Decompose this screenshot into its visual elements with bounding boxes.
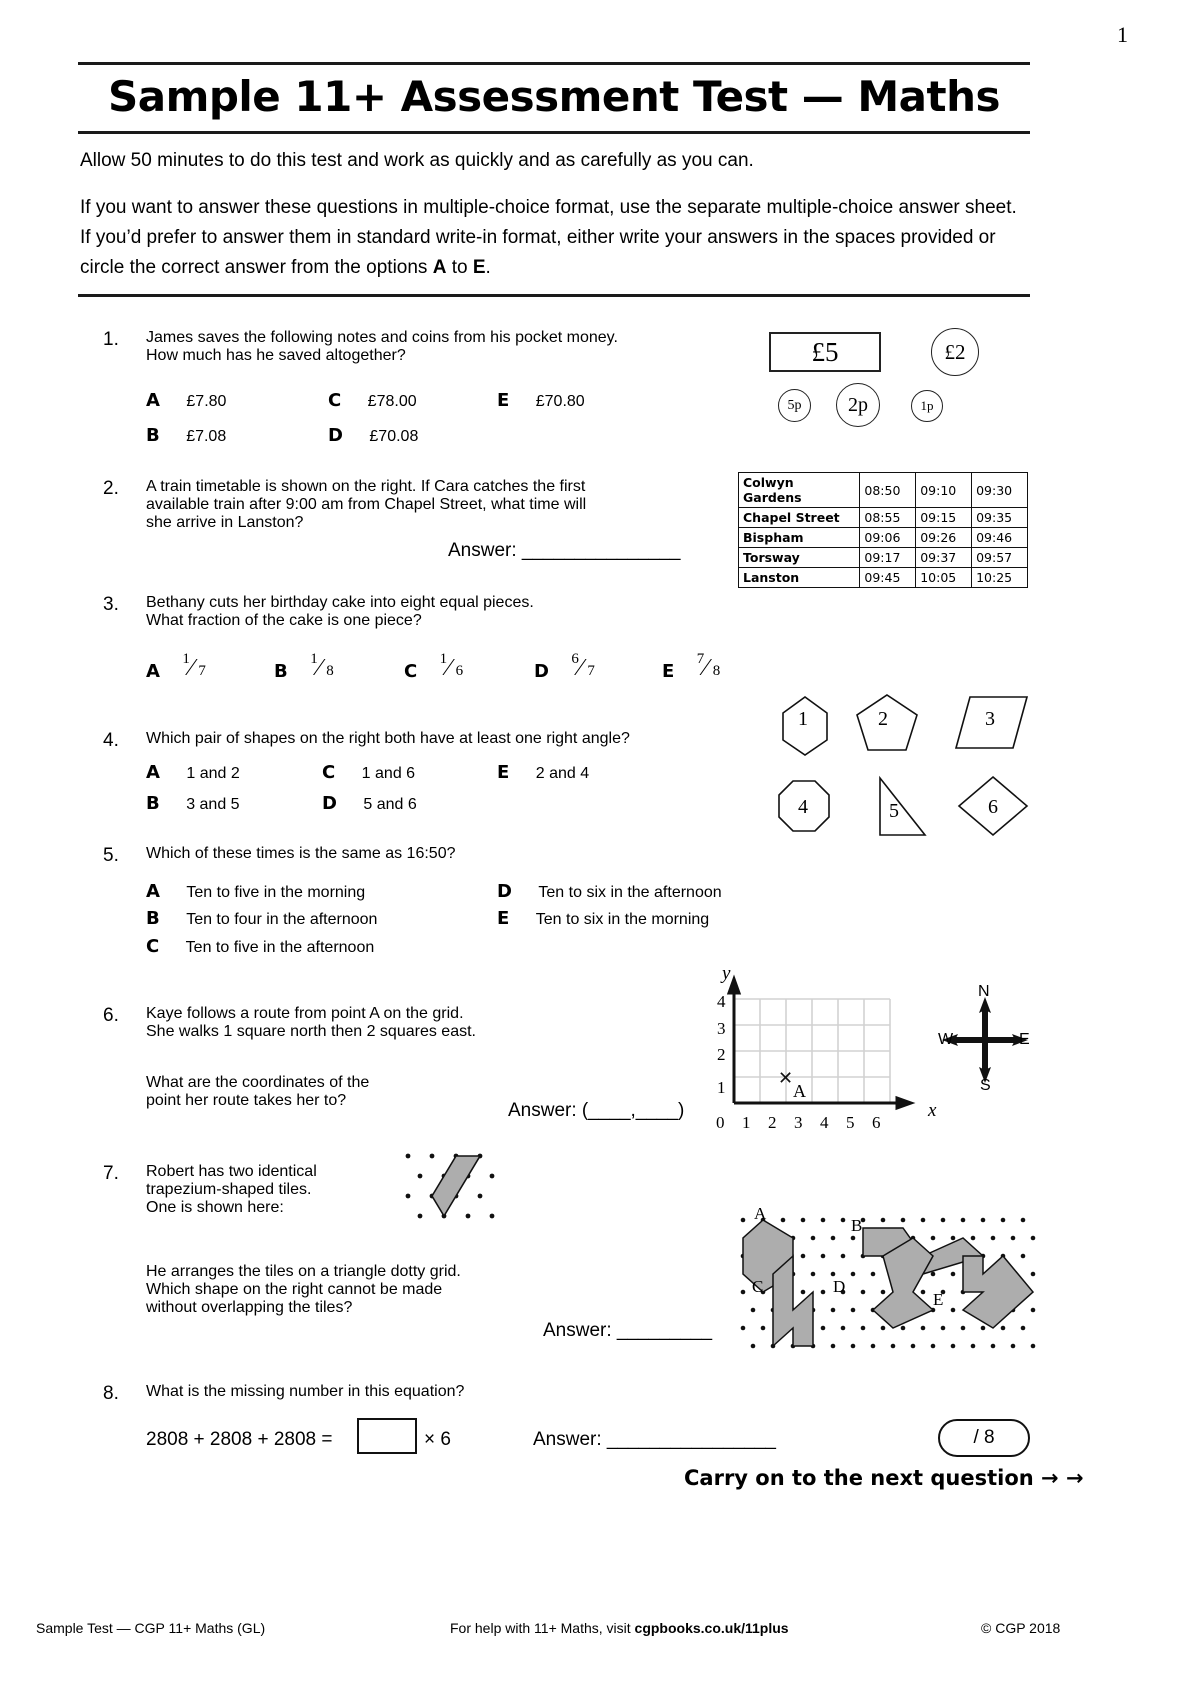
question-6-answer-line[interactable]: Answer: (____,____)	[508, 1100, 685, 1121]
option-letter: D	[328, 425, 343, 446]
question-6-line-2: She walks 1 square north then 2 squares east.	[146, 1023, 476, 1040]
x-tick-6: 6	[872, 1113, 881, 1132]
time-cell: 10:05	[916, 568, 972, 588]
question-3-option-d[interactable]	[534, 651, 599, 686]
intro-text-a: If you want to answer these questions in multiple-choice format, use the separate multiple-choice answer sheet. If you’d prefer to answer them in standard write-in format, either write your answers in the spaces provided or circle the correct answer from the options	[80, 197, 1017, 278]
header-rule-bottom	[78, 131, 1030, 134]
question-7-number: 7.	[103, 1163, 119, 1184]
fraction-denominator: 6	[455, 663, 464, 679]
option-text: Ten to four in the afternoon	[186, 911, 378, 928]
option-text: £70.08	[369, 428, 419, 445]
fraction-one-eighth	[308, 651, 338, 686]
option-text: £7.08	[186, 428, 227, 445]
station-name: Torsway	[739, 548, 860, 568]
time-cell: 09:10	[916, 473, 972, 508]
question-4-option-e[interactable]	[497, 762, 589, 783]
x-tick-2: 2	[768, 1113, 777, 1132]
train-timetable	[738, 472, 1028, 588]
fraction-numerator: 1	[182, 651, 190, 667]
table-row	[739, 528, 1028, 548]
question-4-option-d[interactable]	[322, 793, 417, 814]
shape-label-3: 3	[985, 708, 995, 730]
question-7-shape-options	[735, 1210, 1040, 1370]
option-letter: E	[497, 390, 510, 411]
question-7-line-6: without overlapping the tiles?	[146, 1299, 353, 1316]
time-cell: 09:35	[972, 508, 1028, 528]
answer-shape-label-a: A	[754, 1204, 767, 1223]
fraction-denominator: 7	[587, 663, 595, 679]
x-tick-5: 5	[846, 1113, 855, 1132]
fraction-one-seventh	[180, 651, 210, 686]
question-7-text-b	[146, 1263, 586, 1317]
question-7-sample-tile	[400, 1148, 500, 1236]
fraction-six-sevenths	[569, 651, 599, 686]
x-tick-4: 4	[820, 1113, 829, 1132]
question-2-line-2: available train after 9:00 am from Chapel Street, what time will	[146, 496, 587, 513]
time-cell: 09:45	[860, 568, 916, 588]
option-text: Ten to five in the morning	[186, 884, 366, 901]
y-tick-1: 1	[717, 1078, 726, 1097]
shape-label-4: 4	[798, 796, 808, 818]
question-4-option-c[interactable]	[322, 762, 415, 783]
footer-center-text: For help with 11+ Maths, visit	[450, 1620, 635, 1636]
footer-left: Sample Test — CGP 11+ Maths (GL)	[36, 1620, 266, 1636]
fraction-slash-icon: ⁄	[446, 655, 451, 681]
shape-options-svg	[735, 1210, 1040, 1370]
question-2-answer-line[interactable]	[448, 540, 680, 562]
station-name: Colwyn Gardens	[739, 473, 860, 508]
table-row	[739, 473, 1028, 508]
option-letter: C	[146, 936, 160, 957]
answer-label: Answer:	[448, 540, 517, 561]
fraction-denominator: 8	[712, 663, 721, 679]
page-title: Sample 11+ Assessment Test — Maths	[107, 72, 1000, 121]
fraction-numerator: 1	[310, 651, 318, 667]
table-row	[739, 508, 1028, 528]
x-axis-label: x	[928, 1100, 937, 1121]
footer-center	[450, 1620, 789, 1636]
question-3-line-2: What fraction of the cake is one piece?	[146, 612, 422, 629]
compass-east-label: E	[1019, 1031, 1030, 1048]
option-letter: A	[146, 881, 160, 902]
question-5-option-e[interactable]	[497, 908, 709, 929]
question-4-option-a[interactable]	[146, 762, 240, 783]
compass-west-label: W	[938, 1031, 954, 1048]
five-pence-coin-illustration: 5p	[778, 389, 811, 422]
table-row	[739, 548, 1028, 568]
question-5-text	[146, 845, 766, 863]
option-letter: C	[322, 762, 336, 783]
question-8-equation-right: × 6	[424, 1429, 451, 1450]
option-text: 1 and 6	[361, 765, 416, 782]
question-3-line-1: Bethany cuts her birthday cake into eight equal pieces.	[146, 594, 534, 611]
option-letter: D	[497, 881, 512, 902]
option-letter: A	[146, 661, 160, 683]
option-letter: E	[662, 661, 675, 683]
question-4-text	[146, 730, 766, 748]
fraction-numerator: 7	[696, 651, 705, 667]
question-8-text	[146, 1383, 766, 1401]
question-7-line-5: Which shape on the right cannot be made	[146, 1281, 443, 1298]
question-8-line-1: What is the missing number in this equation?	[146, 1383, 465, 1400]
coordinate-grid-svg	[700, 960, 950, 1135]
question-1-number: 1.	[103, 329, 119, 350]
table-row	[739, 568, 1028, 588]
question-1-text	[146, 329, 746, 365]
time-cell: 09:06	[860, 528, 916, 548]
intro-text-to: to	[446, 257, 473, 278]
two-pound-coin-illustration: £2	[931, 328, 979, 376]
score-box: / 8	[938, 1419, 1030, 1457]
point-marker-icon: ✕	[778, 1068, 794, 1089]
answer-shape-label-e: E	[933, 1290, 944, 1309]
intro-option-e: E	[472, 257, 486, 278]
time-cell: 08:50	[860, 473, 916, 508]
answer-blank: _________	[616, 1320, 713, 1341]
question-6-line-1: Kaye follows a route from point A on the grid.	[146, 1005, 464, 1022]
question-6-line-4: point her route takes her to?	[146, 1092, 347, 1109]
station-name: Chapel Street	[739, 508, 860, 528]
answer-label: Answer:	[543, 1320, 612, 1341]
answer-shape-label-d: D	[833, 1277, 846, 1296]
intro-text-period: .	[485, 257, 491, 278]
answer-shape-label-c: C	[752, 1277, 764, 1296]
fraction-numerator: 6	[571, 651, 579, 667]
question-3-option-a[interactable]	[146, 651, 210, 686]
question-6-line-3: What are the coordinates of the	[146, 1074, 370, 1091]
time-cell: 09:15	[916, 508, 972, 528]
question-1-option-a[interactable]	[146, 390, 226, 411]
question-5-number: 5.	[103, 845, 119, 866]
question-6-number: 6.	[103, 1005, 119, 1026]
question-8-number: 8.	[103, 1383, 119, 1404]
footer-right: © CGP 2018	[981, 1620, 1061, 1636]
fraction-slash-icon: ⁄	[578, 655, 583, 681]
fraction-slash-icon: ⁄	[703, 655, 708, 681]
question-7-line-1: Robert has two identical	[146, 1163, 317, 1180]
question-3-option-c[interactable]	[404, 651, 468, 686]
answer-blank: _______________	[521, 540, 681, 561]
option-text: £70.80	[535, 393, 585, 410]
y-tick-4: 4	[717, 992, 726, 1011]
option-text: 1 and 2	[186, 765, 240, 782]
question-3-number: 3.	[103, 594, 119, 615]
question-6-text-b	[146, 1074, 526, 1110]
grid-point-label-a: A	[793, 1081, 806, 1101]
option-letter: D	[534, 661, 549, 683]
answer-shape-e[interactable]	[963, 1256, 1033, 1328]
question-2-number: 2.	[103, 478, 119, 499]
question-3-option-b[interactable]	[274, 651, 338, 686]
station-name: Lanston	[739, 568, 860, 588]
shape-label-1: 1	[798, 708, 808, 730]
fraction-seven-eighths	[695, 651, 725, 686]
question-4-shapes-diagram	[765, 685, 1055, 850]
question-5-line-1: Which of these times is the same as 16:50?	[146, 845, 456, 862]
question-1-line-2: How much has he saved altogether?	[146, 347, 406, 364]
question-3-option-e[interactable]	[662, 651, 725, 686]
fraction-denominator: 7	[198, 663, 206, 679]
y-axis-label: y	[722, 963, 731, 984]
question-4-option-b[interactable]	[146, 793, 240, 814]
option-text: 5 and 6	[363, 796, 417, 813]
five-pound-note-illustration: £5	[769, 332, 881, 372]
option-text: 3 and 5	[186, 796, 240, 813]
timetable-body	[739, 473, 1028, 588]
time-cell: 09:46	[972, 528, 1028, 548]
answer-label: Answer:	[533, 1429, 602, 1450]
intro-paragraph-1: Allow 50 minutes to do this test and work as quickly and as carefully as you can.	[80, 150, 754, 171]
question-5-option-a[interactable]	[146, 881, 365, 902]
question-4-number: 4.	[103, 730, 119, 751]
y-tick-2: 2	[717, 1045, 726, 1064]
question-1-option-e[interactable]	[497, 390, 585, 411]
option-text: £7.80	[186, 393, 227, 410]
answer-blank: ________________	[606, 1429, 776, 1450]
grid-lines	[734, 999, 890, 1103]
time-cell: 08:55	[860, 508, 916, 528]
option-letter: D	[322, 793, 337, 814]
carry-on-text: Carry on to the next question → →	[684, 1466, 1084, 1490]
question-8-answer-line[interactable]	[533, 1429, 776, 1451]
station-name: Bispham	[739, 528, 860, 548]
question-7-line-4: He arranges the tiles on a triangle dotty grid.	[146, 1263, 461, 1280]
question-2-text	[146, 478, 736, 532]
option-letter: A	[146, 390, 160, 411]
option-letter: B	[274, 661, 288, 683]
question-3-text	[146, 594, 746, 630]
option-letter: E	[497, 908, 510, 929]
time-cell: 09:30	[972, 473, 1028, 508]
shape-label-5: 5	[889, 800, 899, 822]
question-6-coordinate-grid	[700, 960, 950, 1135]
intro-paragraph-2	[80, 193, 1030, 283]
answer-shape-label-b: B	[851, 1216, 863, 1235]
compass-north-label: N	[978, 983, 990, 1000]
shape-label-2: 2	[878, 708, 888, 730]
one-pence-coin-illustration: 1p	[911, 390, 943, 422]
question-1-option-c[interactable]	[328, 390, 417, 411]
question-7-answer-line[interactable]	[543, 1320, 712, 1342]
option-letter: C	[328, 390, 342, 411]
option-text: Ten to six in the afternoon	[538, 884, 722, 901]
right-triangle-shape-5	[880, 778, 925, 835]
fraction-slash-icon: ⁄	[189, 655, 194, 681]
compass-south-label: S	[980, 1077, 991, 1094]
question-2-line-3: she arrive in Lanston?	[146, 514, 304, 531]
x-tick-1: 1	[742, 1113, 751, 1132]
question-2-line-1: A train timetable is shown on the right. If Cara catches the first	[146, 478, 586, 495]
x-tick-3: 3	[794, 1113, 803, 1132]
question-6-text	[146, 1005, 706, 1041]
time-cell: 09:17	[860, 548, 916, 568]
option-letter: C	[404, 661, 418, 683]
option-letter: E	[497, 762, 510, 783]
question-7-text-a	[146, 1163, 426, 1217]
shapes-svg	[765, 685, 1055, 850]
intro-option-a: A	[432, 257, 447, 278]
fraction-one-sixth	[438, 651, 468, 686]
time-cell: 10:25	[972, 568, 1028, 588]
option-letter: A	[146, 762, 160, 783]
compass-arrows-icon	[942, 997, 1028, 1083]
shape-label-6: 6	[988, 796, 998, 818]
sample-tile-svg	[400, 1148, 500, 1236]
option-letter: B	[146, 793, 160, 814]
option-text: £78.00	[367, 393, 417, 410]
answer-shape-c[interactable]	[773, 1256, 813, 1346]
header-rule-top	[78, 62, 1030, 65]
question-7-line-2: trapezium-shaped tiles.	[146, 1181, 312, 1198]
question-5-option-b[interactable]	[146, 908, 377, 929]
y-tick-3: 3	[717, 1019, 726, 1038]
question-5-option-c[interactable]	[146, 936, 374, 957]
time-cell: 09:26	[916, 528, 972, 548]
page-number: 1	[1117, 22, 1128, 47]
option-text: 2 and 4	[535, 765, 590, 782]
option-text: Ten to six in the morning	[535, 911, 710, 928]
question-1-option-d[interactable]	[328, 425, 418, 446]
time-cell: 09:57	[972, 548, 1028, 568]
fraction-denominator: 8	[326, 663, 334, 679]
question-5-option-d[interactable]	[497, 881, 722, 902]
question-1-option-b[interactable]	[146, 425, 226, 446]
option-letter: B	[146, 425, 160, 446]
question-4-line-1: Which pair of shapes on the right both have at least one right angle?	[146, 730, 630, 747]
intro-rule-bottom	[78, 294, 1030, 297]
question-8-answer-box[interactable]	[357, 1418, 417, 1454]
question-8-equation-left: 2808 + 2808 + 2808 =	[146, 1429, 333, 1450]
option-letter: B	[146, 908, 160, 929]
fraction-slash-icon: ⁄	[317, 655, 322, 681]
x-tick-0: 0	[716, 1113, 725, 1132]
two-pence-coin-illustration: 2p	[836, 383, 880, 427]
footer-website-link[interactable]: cgpbooks.co.uk/11plus	[634, 1620, 789, 1636]
question-1-line-1: James saves the following notes and coins from his pocket money.	[146, 329, 618, 346]
question-7-line-3: One is shown here:	[146, 1199, 284, 1216]
option-text: Ten to five in the afternoon	[185, 939, 375, 956]
time-cell: 09:37	[916, 548, 972, 568]
fraction-numerator: 1	[439, 651, 448, 667]
trapezium-tile	[432, 1156, 480, 1216]
